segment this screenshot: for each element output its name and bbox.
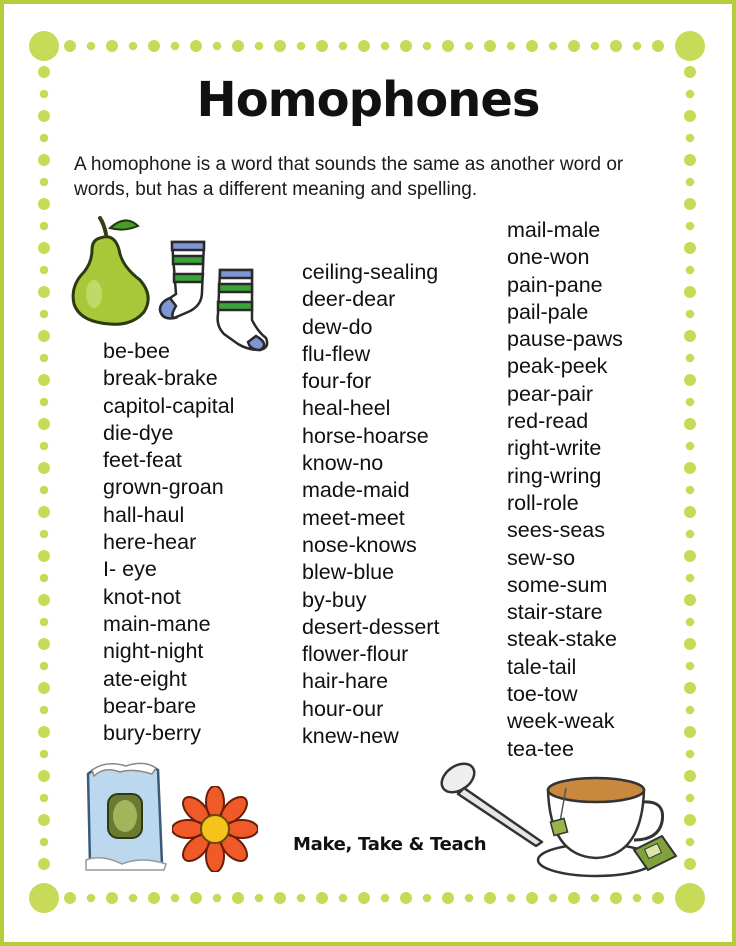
- border-dot: [297, 42, 306, 51]
- border-dot: [675, 31, 705, 61]
- border-dot: [684, 154, 696, 166]
- homophone-pair: made-maid: [302, 478, 410, 503]
- border-dot: [686, 222, 695, 231]
- homophone-pair: by-buy: [302, 587, 367, 612]
- border-dot: [38, 198, 50, 210]
- homophone-pair: ate-eight: [103, 666, 187, 691]
- homophone-pair: hour-our: [302, 696, 384, 721]
- homophone-pair: here-hear: [103, 530, 197, 555]
- word-list-column-2: [302, 259, 439, 750]
- border-dot: [316, 40, 328, 52]
- word-list-column-3: [507, 217, 623, 763]
- border-dot: [38, 858, 50, 870]
- border-dot: [686, 266, 695, 275]
- homophone-pair: knew-new: [302, 724, 399, 749]
- border-dot: [40, 794, 49, 803]
- border-dot: [400, 40, 412, 52]
- border-dot: [442, 892, 454, 904]
- flour-bag-illustration: [82, 760, 168, 872]
- border-dot: [87, 894, 96, 903]
- page-title: Homophones: [196, 72, 540, 128]
- border-dot: [686, 310, 695, 319]
- border-dot: [684, 594, 696, 606]
- border-dot: [339, 894, 348, 903]
- border-dot: [686, 134, 695, 143]
- border-dot: [255, 894, 264, 903]
- homophone-pair: die-dye: [103, 420, 174, 445]
- border-dot: [171, 42, 180, 51]
- border-dot: [38, 330, 50, 342]
- homophone-pair: flower-flour: [302, 642, 409, 667]
- border-dot: [633, 42, 642, 51]
- border-dot: [686, 354, 695, 363]
- homophone-pair: grown-groan: [103, 475, 224, 500]
- homophone-pair: ring-wring: [507, 463, 602, 488]
- socks-illustration: [158, 236, 272, 354]
- border-dot: [686, 662, 695, 671]
- credit-text: Make, Take & Teach: [293, 834, 487, 855]
- border-dot: [106, 892, 118, 904]
- homophone-pair: knot-not: [103, 584, 181, 609]
- border-dot: [684, 638, 696, 650]
- border-dot: [684, 726, 696, 738]
- border-dot: [40, 222, 49, 231]
- border-dot: [591, 894, 600, 903]
- border-dot: [465, 42, 474, 51]
- homophone-pair: red-read: [507, 409, 589, 434]
- homophone-pair: deer-dear: [302, 287, 396, 312]
- homophone-pair: bear-bare: [103, 693, 197, 718]
- homophone-pair: stair-stare: [507, 600, 603, 625]
- homophone-pair: right-write: [507, 436, 602, 461]
- border-dot: [38, 638, 50, 650]
- border-dot: [232, 892, 244, 904]
- word-list-column-1: [103, 338, 234, 747]
- border-dot: [675, 883, 705, 913]
- homophone-pair: four-for: [302, 369, 372, 394]
- border-dot: [40, 178, 49, 187]
- homophone-pair: horse-hoarse: [302, 423, 429, 448]
- border-dot: [507, 894, 516, 903]
- homophone-pair: some-sum: [507, 572, 608, 597]
- border-dot: [684, 242, 696, 254]
- homophone-pair: hair-hare: [302, 669, 389, 694]
- border-dot: [38, 594, 50, 606]
- border-dot: [442, 40, 454, 52]
- border-dot: [684, 682, 696, 694]
- border-dot: [190, 40, 202, 52]
- border-dot: [38, 814, 50, 826]
- border-dot: [400, 892, 412, 904]
- border-dot: [38, 154, 50, 166]
- homophone-pair: hall-haul: [103, 502, 185, 527]
- homophone-pair: pear-pair: [507, 381, 594, 406]
- homophone-pair: dew-do: [302, 314, 373, 339]
- border-dot: [40, 574, 49, 583]
- border-dot: [423, 42, 432, 51]
- homophone-pair: steak-stake: [507, 627, 617, 652]
- border-dot: [40, 662, 49, 671]
- border-dot: [652, 40, 664, 52]
- border-dot: [38, 286, 50, 298]
- flower-illustration: [172, 786, 258, 872]
- homophone-pair: heal-heel: [302, 396, 391, 421]
- border-dot: [87, 42, 96, 51]
- border-dot: [686, 706, 695, 715]
- border-dot: [684, 418, 696, 430]
- border-dot: [686, 838, 695, 847]
- border-dot: [274, 40, 286, 52]
- homophone-pair: ceiling-sealing: [302, 260, 439, 284]
- homophone-pair: know-no: [302, 451, 384, 476]
- border-dot: [40, 442, 49, 451]
- border-dot: [38, 462, 50, 474]
- homophone-pair: flu-flew: [302, 341, 371, 366]
- homophone-pair: I- eye: [103, 557, 157, 582]
- intro-text: A homophone is a word that sounds the same as another word or words, but has a different meaning and spelling.: [74, 154, 624, 200]
- border-dot: [507, 42, 516, 51]
- border-dot: [129, 42, 138, 51]
- border-dot: [549, 894, 558, 903]
- border-dot: [40, 750, 49, 759]
- border-dot: [29, 883, 59, 913]
- homophone-pair: meet-meet: [302, 505, 405, 530]
- homophone-pair: capitol-capital: [103, 393, 235, 418]
- homophone-pair: tale-tail: [507, 654, 577, 679]
- homophone-pair: roll-role: [507, 490, 579, 515]
- border-dot: [38, 726, 50, 738]
- border-dot: [40, 354, 49, 363]
- border-dot: [684, 330, 696, 342]
- border-dot: [40, 134, 49, 143]
- border-dot: [684, 814, 696, 826]
- border-dot: [38, 418, 50, 430]
- homophone-pair: pause-paws: [507, 327, 623, 352]
- border-dot: [38, 550, 50, 562]
- homophone-pair: mail-male: [507, 218, 601, 242]
- border-dot: [568, 892, 580, 904]
- border-dot: [232, 40, 244, 52]
- border-dot: [64, 40, 76, 52]
- border-dot: [40, 618, 49, 627]
- border-dot: [38, 242, 50, 254]
- border-dot: [686, 442, 695, 451]
- homophone-pair: main-mane: [103, 611, 211, 636]
- border-dot: [40, 486, 49, 495]
- border-dot: [684, 462, 696, 474]
- border-dot: [358, 40, 370, 52]
- homophone-pair: nose-knows: [302, 532, 417, 557]
- tea-cup-illustration: [534, 770, 684, 882]
- border-dot: [686, 574, 695, 583]
- border-dot: [38, 682, 50, 694]
- homophone-pair: desert-dessert: [302, 614, 440, 639]
- border-dot: [40, 838, 49, 847]
- homophone-pair: night-night: [103, 639, 204, 664]
- border-dot: [484, 892, 496, 904]
- homophone-pair: blew-blue: [302, 560, 395, 585]
- border-dot: [38, 770, 50, 782]
- border-dot: [684, 198, 696, 210]
- border-dot: [686, 530, 695, 539]
- border-dot: [686, 618, 695, 627]
- border-dot: [686, 398, 695, 407]
- border-dot: [686, 178, 695, 187]
- border-dot: [358, 892, 370, 904]
- border-dot: [686, 486, 695, 495]
- border-dot: [190, 892, 202, 904]
- border-dot: [148, 892, 160, 904]
- border-dot: [148, 40, 160, 52]
- homophone-pair: sees-seas: [507, 518, 605, 543]
- pear-illustration: [70, 214, 154, 326]
- border-dot: [526, 892, 538, 904]
- border-dot: [255, 42, 264, 51]
- border-dot: [686, 750, 695, 759]
- homophone-pair: one-won: [507, 245, 590, 270]
- border-dot: [633, 894, 642, 903]
- border-dot: [684, 550, 696, 562]
- border-dot: [610, 40, 622, 52]
- homophone-pair: toe-tow: [507, 682, 578, 707]
- homophone-pair: pail-pale: [507, 299, 589, 324]
- border-dot: [684, 770, 696, 782]
- border-dot: [29, 31, 59, 61]
- homophone-pair: feet-feat: [103, 448, 182, 473]
- homophone-pair: bury-berry: [103, 721, 201, 746]
- homophone-pair: break-brake: [103, 366, 218, 391]
- border-dot: [38, 506, 50, 518]
- border-dot: [106, 40, 118, 52]
- border-dot: [274, 892, 286, 904]
- border-dot: [684, 286, 696, 298]
- border-dot: [684, 858, 696, 870]
- border-dot: [591, 42, 600, 51]
- border-dot: [381, 894, 390, 903]
- border-dot: [40, 266, 49, 275]
- border-dot: [40, 310, 49, 319]
- border-dot: [381, 42, 390, 51]
- border-dot: [549, 42, 558, 51]
- border-dot: [423, 894, 432, 903]
- homophone-pair: week-weak: [507, 709, 615, 734]
- border-dot: [171, 894, 180, 903]
- border-dot: [40, 530, 49, 539]
- border-dot: [40, 398, 49, 407]
- border-dot: [316, 892, 328, 904]
- homophone-pair: be-bee: [103, 339, 170, 363]
- homophone-pair: tea-tee: [507, 736, 574, 761]
- border-dot: [686, 794, 695, 803]
- border-dot: [40, 706, 49, 715]
- border-dot: [484, 40, 496, 52]
- homophone-pair: peak-peek: [507, 354, 608, 379]
- border-dot: [297, 894, 306, 903]
- border-dot: [684, 374, 696, 386]
- border-dot: [213, 894, 222, 903]
- border-dot: [64, 892, 76, 904]
- border-dot: [129, 894, 138, 903]
- border-dot: [339, 42, 348, 51]
- border-dot: [465, 894, 474, 903]
- border-dot: [213, 42, 222, 51]
- border-dot: [652, 892, 664, 904]
- border-dot: [684, 506, 696, 518]
- border-dot: [38, 374, 50, 386]
- homophone-pair: sew-so: [507, 545, 576, 570]
- border-dot: [568, 40, 580, 52]
- border-dot: [526, 40, 538, 52]
- border-dot: [610, 892, 622, 904]
- homophone-pair: pain-pane: [507, 272, 603, 297]
